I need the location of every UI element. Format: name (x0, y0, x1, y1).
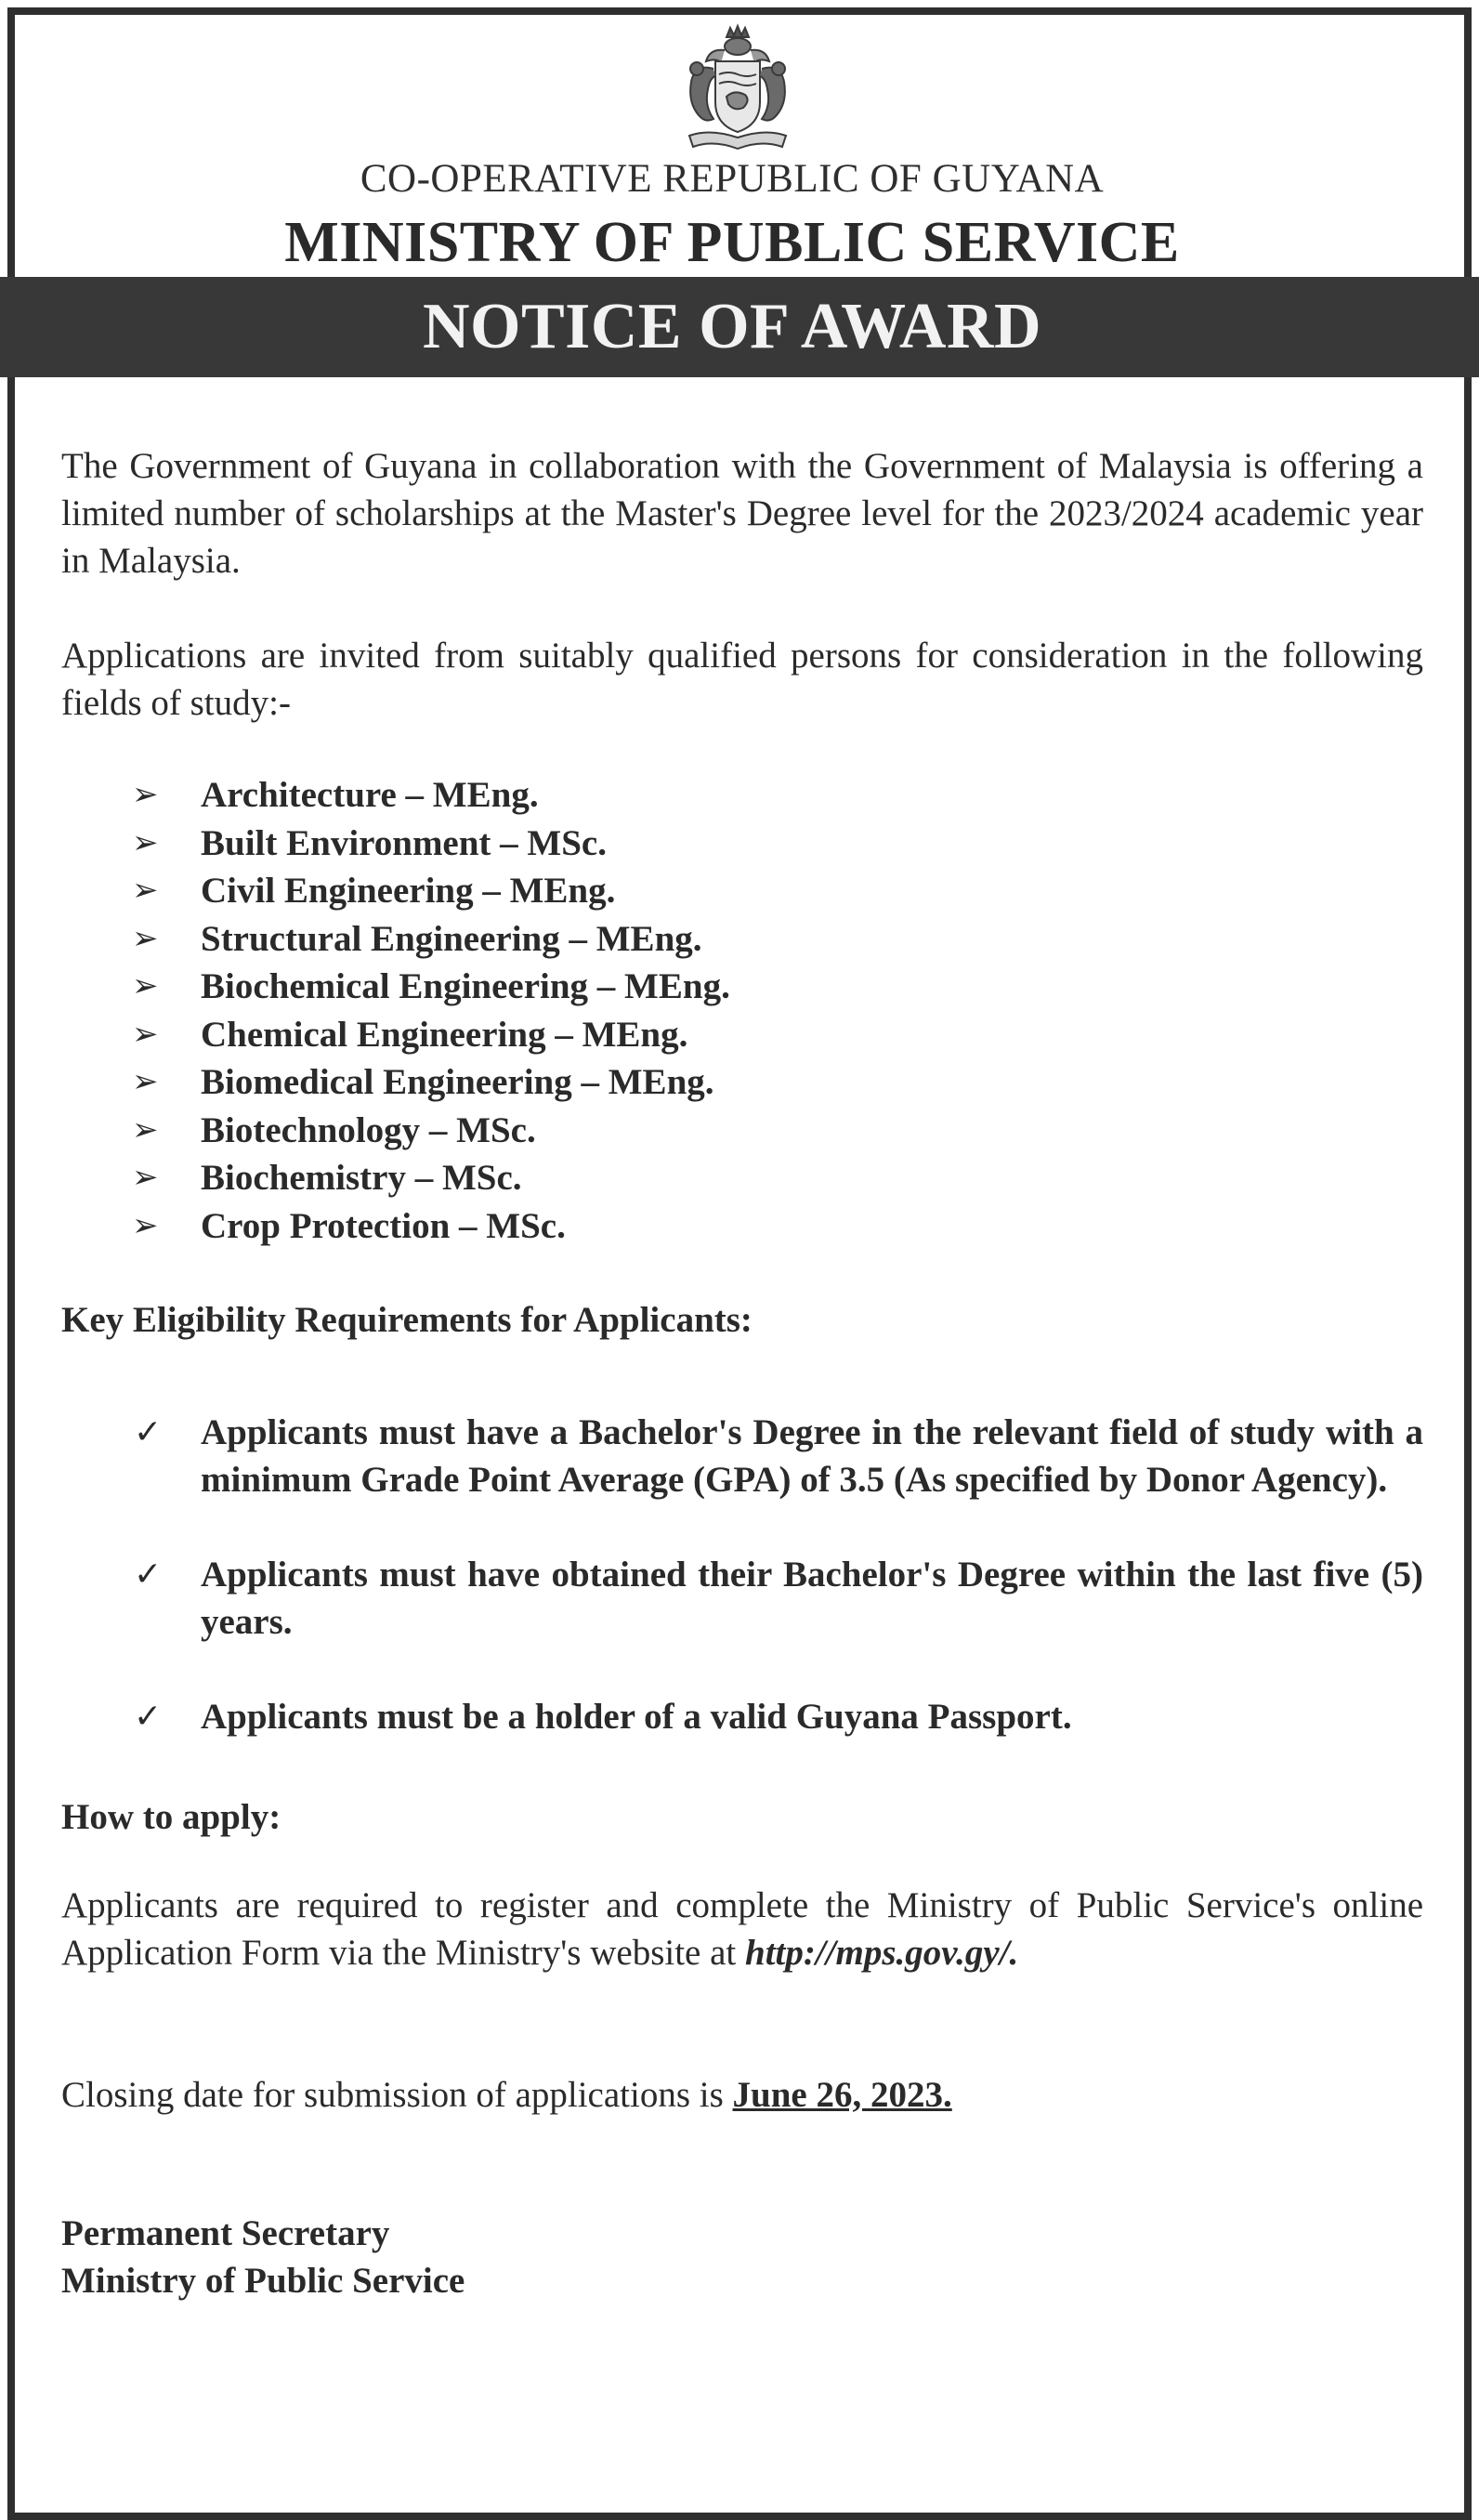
arrow-bullet-icon: ➢ (132, 1015, 159, 1053)
invitation-paragraph: Applications are invited from suitably qualified persons for consideration in the following fields of study:- (61, 636, 1423, 723)
coat-of-arms-icon (673, 20, 803, 160)
list-item (61, 1107, 1423, 1155)
arrow-bullet-icon: ➢ (132, 1063, 159, 1100)
signatory-ministry: Ministry of Public Service (61, 2261, 465, 2301)
closing-text: Closing date for submission of applications is (61, 2075, 724, 2115)
fields-of-study-list (61, 771, 1423, 1250)
list-item (61, 915, 1423, 964)
requirement-text: Applicants must have obtained their Bachelor's Degree within the last five (5) years. (201, 1555, 1423, 1642)
field-label: Biotechnology – MSc. (201, 1109, 536, 1150)
list-item (61, 963, 1423, 1011)
arrow-bullet-icon: ➢ (132, 823, 159, 861)
eligibility-list (61, 1409, 1423, 1740)
list-item (61, 1409, 1423, 1503)
arrow-bullet-icon: ➢ (132, 1110, 159, 1148)
field-label: Architecture – MEng. (201, 775, 539, 815)
website-link[interactable]: http://mps.gov.gy/. (745, 1933, 1019, 1973)
arrow-bullet-icon: ➢ (132, 919, 159, 957)
field-label: Biochemical Engineering – MEng. (201, 966, 730, 1006)
arrow-bullet-icon: ➢ (132, 1206, 159, 1244)
requirement-text: Applicants must have a Bachelor's Degree in the relevant field of study with a minimum Grade Point Average (GPA) of 3.5 (As specified by Donor Agency). (201, 1412, 1423, 1500)
list-item (61, 1551, 1423, 1646)
ministry-name: MINISTRY OF PUBLIC SERVICE (284, 211, 1180, 274)
list-item (61, 771, 1423, 820)
list-item (61, 820, 1423, 868)
list-item (61, 1202, 1423, 1251)
field-label: Chemical Engineering – MEng. (201, 1014, 688, 1055)
title-banner (0, 277, 1479, 377)
notice-title: NOTICE OF AWARD (422, 291, 1042, 362)
signature-block (61, 2210, 1423, 2304)
list-item (61, 1011, 1423, 1059)
field-label: Civil Engineering – MEng. (201, 871, 616, 911)
list-item (61, 867, 1423, 915)
intro-paragraph: The Government of Guyana in collaboration with the Government of Malaysia is offering a limited number of scholarships at the Master's Degree level for the 2023/2024 academic year in Malaysia. (61, 446, 1423, 581)
field-label: Biochemistry – MSc. (201, 1158, 522, 1198)
checkmark-icon: ✓ (134, 1413, 163, 1451)
republic-name: CO-OPERATIVE REPUBLIC OF GUYANA (360, 157, 1105, 201)
closing-date: June 26, 2023. (732, 2075, 952, 2115)
list-item (61, 1693, 1423, 1740)
arrow-bullet-icon: ➢ (132, 967, 159, 1004)
signatory-title: Permanent Secretary (61, 2213, 390, 2253)
arrow-bullet-icon: ➢ (132, 1159, 159, 1196)
how-to-apply-heading: How to apply: (61, 1797, 281, 1837)
field-label: Biomedical Engineering – MEng. (201, 1062, 714, 1102)
field-label: Crop Protection – MSc. (201, 1205, 566, 1246)
list-item (61, 1058, 1423, 1107)
arrow-bullet-icon: ➢ (132, 776, 159, 813)
field-label: Structural Engineering – MEng. (201, 918, 702, 959)
requirement-text: Applicants must be a holder of a valid Guyana Passport. (201, 1697, 1072, 1737)
checkmark-icon: ✓ (134, 1555, 163, 1594)
how-to-apply-text (61, 1882, 1423, 1976)
eligibility-heading: Key Eligibility Requirements for Applicants: (61, 1300, 753, 1340)
notice-body (61, 442, 1423, 2304)
checkmark-icon: ✓ (134, 1698, 163, 1736)
closing-date-line (61, 2071, 1423, 2119)
field-label: Built Environment – MSc. (201, 822, 607, 863)
arrow-bullet-icon: ➢ (132, 872, 159, 909)
list-item (61, 1154, 1423, 1202)
apply-instructions: Applicants are required to register and complete the Ministry of Public Service's online Application Form via the Ministry's website at (61, 1885, 1423, 1973)
